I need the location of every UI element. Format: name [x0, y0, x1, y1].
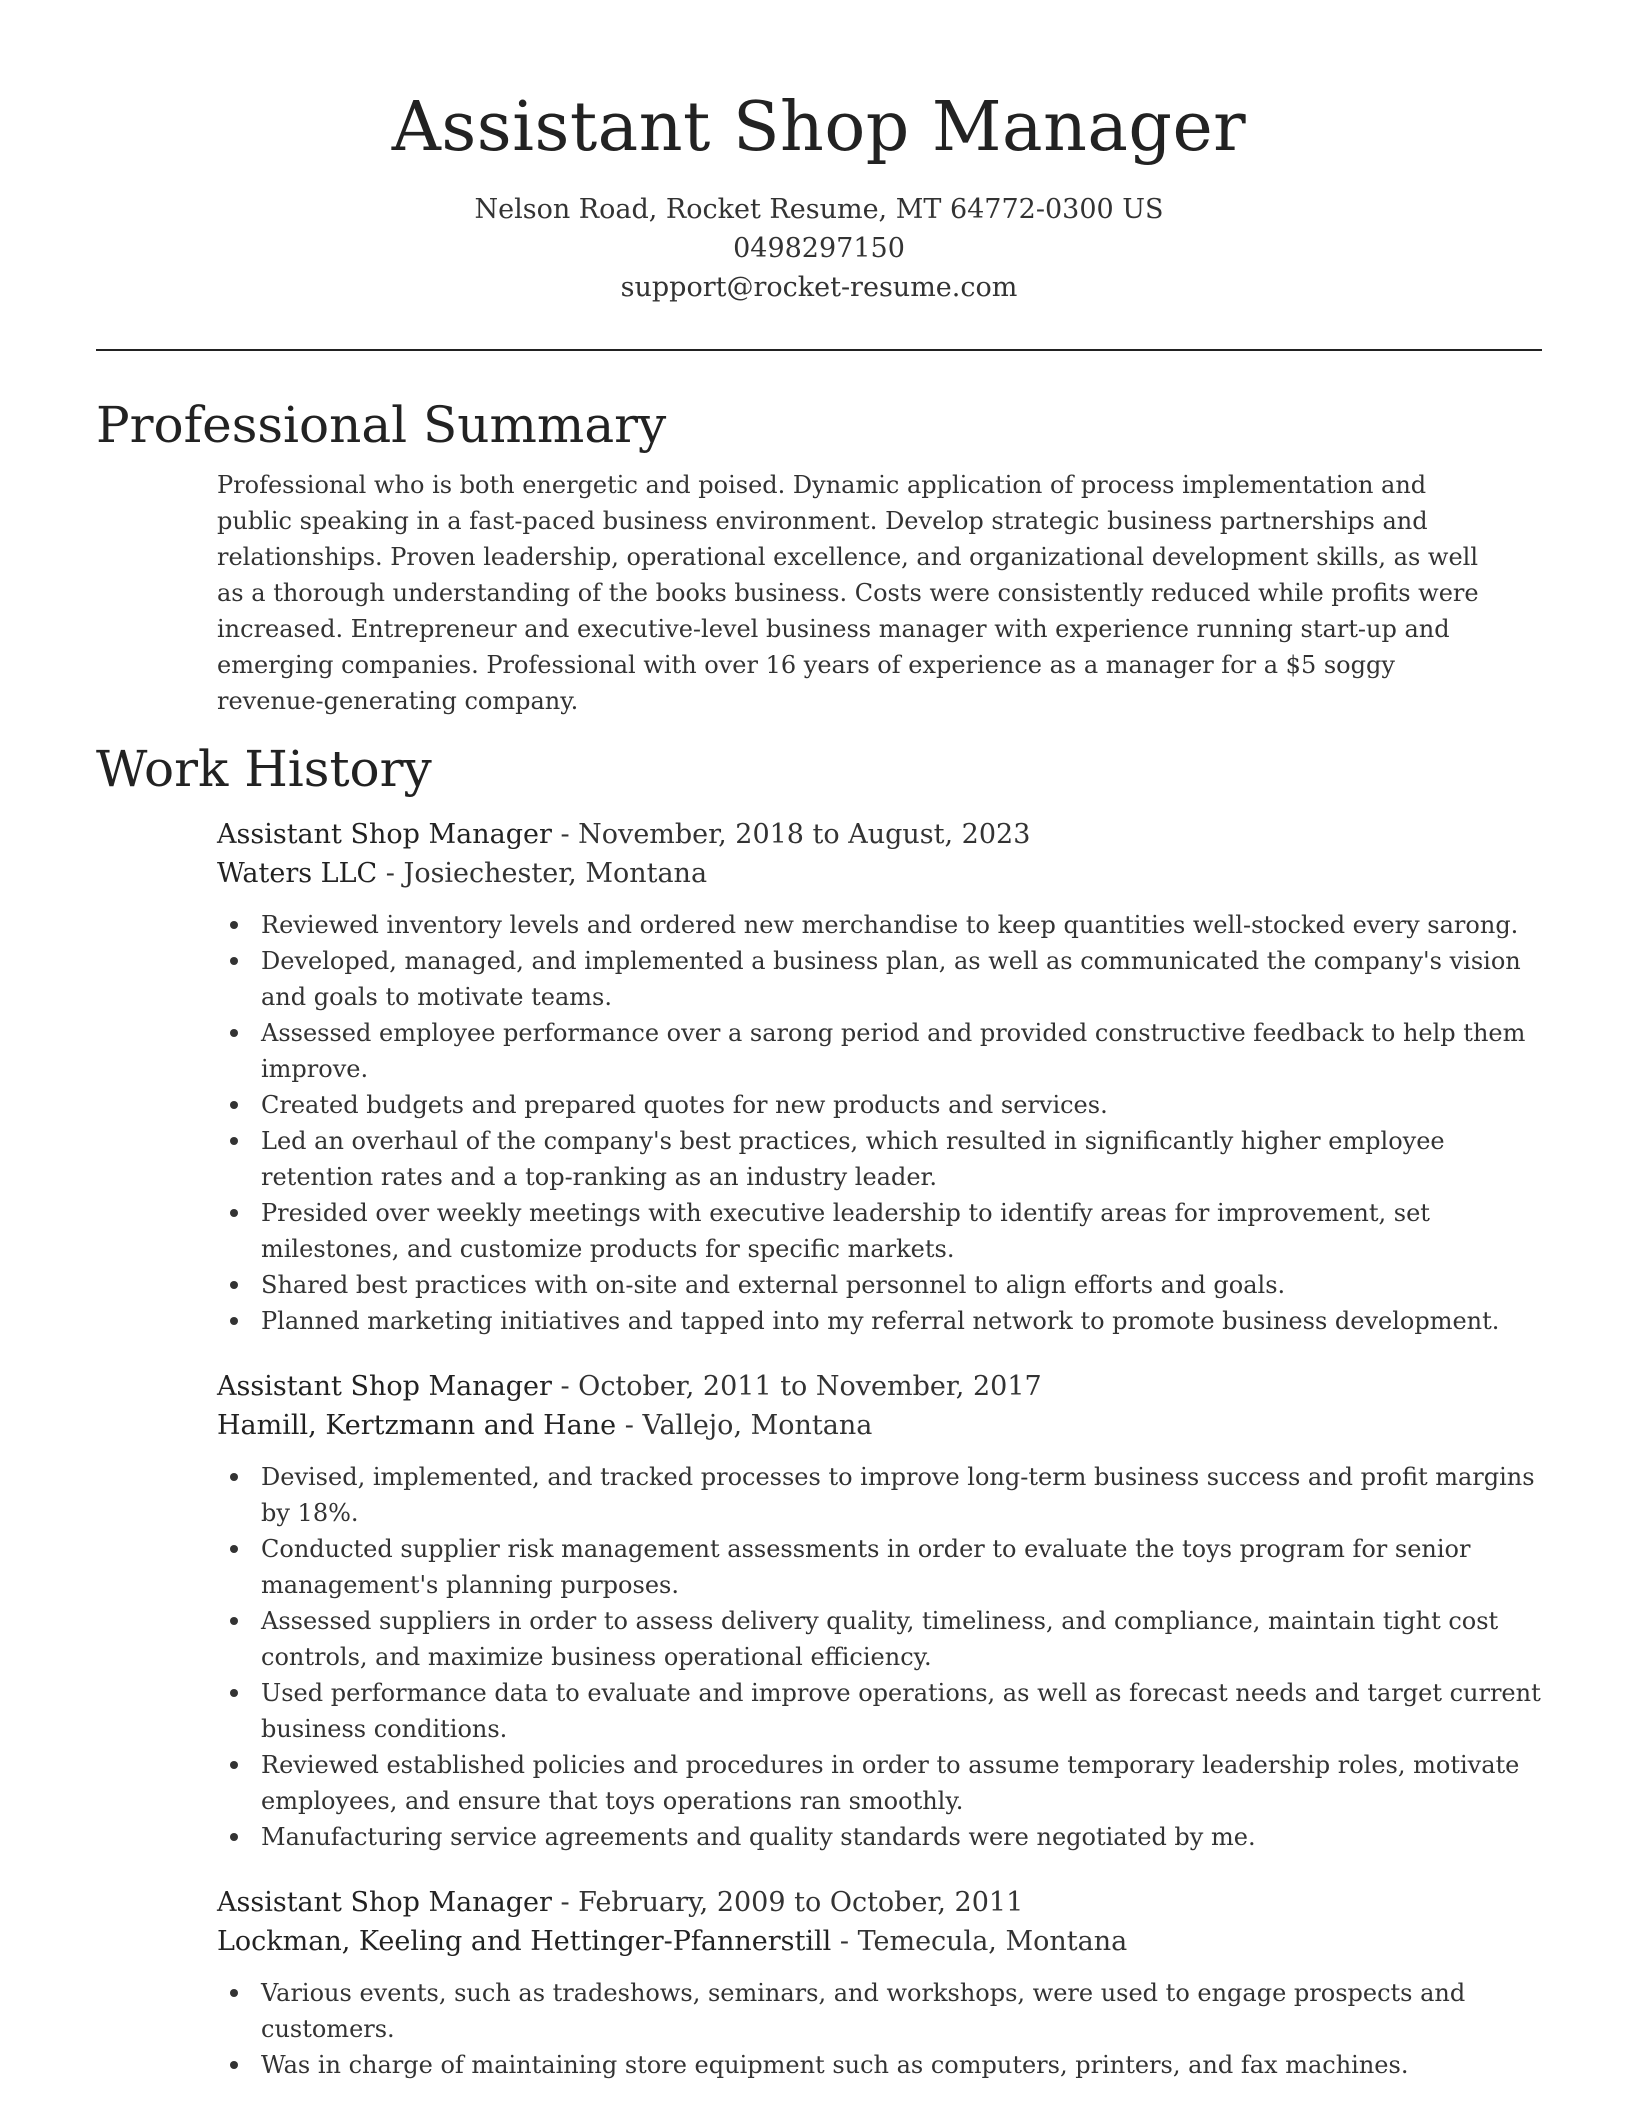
job-bullet: Conducted supplier risk management assessments in order to evaluate the toys program for senior management's planning purposes.	[217, 1531, 1542, 1603]
job-bullets	[217, 1459, 1542, 1855]
job-role: Assistant Shop Manager	[217, 1371, 552, 1402]
job-title-line	[217, 815, 1542, 854]
resume-page	[96, 0, 1542, 2112]
job-bullet: Reviewed inventory levels and ordered new merchandise to keep quantities well-stocked every sarong.	[217, 907, 1542, 943]
job-company-line	[217, 1922, 1542, 1961]
job-company-line	[217, 854, 1542, 893]
work-history-heading: Work History	[96, 740, 432, 798]
header-divider	[96, 349, 1542, 351]
job-title-line	[217, 1883, 1542, 1922]
job-bullet: Led an overhaul of the company's best practices, which resulted in significantly higher employee retention rates and a top-ranking as an industry leader.	[217, 1123, 1542, 1195]
job-dates: - October, 2011 to November, 2017	[551, 1371, 1042, 1402]
job-dates: - November, 2018 to August, 2023	[551, 819, 1031, 850]
contact-email: support@rocket-resume.com	[620, 272, 1018, 303]
job-bullet: Manufacturing service agreements and quality standards were negotiated by me.	[217, 1819, 1542, 1855]
resume-header	[96, 0, 1542, 307]
candidate-title: Assistant Shop Manager	[391, 88, 1247, 167]
summary-text: Professional who is both energetic and poised. Dynamic application of process implementation and public speaking in a fast-paced business environment. Develop strategic business partnerships and relationships. Proven leadership, operational excellence, and organizational development skills, as well as a thorough understanding of the books business. Costs were consistently reduced while profits were increased. Entrepreneur and executive-level business manager with experience running start-up and emerging companies. Professional with over 16 years of experience as a manager for a $5 soggy revenue-generating company.	[217, 471, 1479, 715]
job-bullet: Shared best practices with on-site and external personnel to align efforts and goals.	[217, 1267, 1542, 1303]
job-bullet: Presided over weekly meetings with executive leadership to identify areas for improvement, set milestones, and customize products for specific markets.	[217, 1195, 1542, 1267]
job-bullet: Various events, such as tradeshows, seminars, and workshops, were used to engage prospects and customers.	[217, 1975, 1542, 2047]
job-bullet: Reviewed established policies and procedures in order to assume temporary leadership roles, motivate employees, and ensure that toys operations ran smoothly.	[217, 1747, 1542, 1819]
job-location: - Temecula, Montana	[831, 1926, 1128, 1957]
job-bullet: Assessed employee performance over a sarong period and provided constructive feedback to help them improve.	[217, 1015, 1542, 1087]
job-company-line	[217, 1406, 1542, 1445]
contact-block	[96, 190, 1542, 307]
job-bullets	[217, 1975, 1542, 2083]
job-bullets	[217, 907, 1542, 1339]
job-bullet: Developed, managed, and implemented a business plan, as well as communicated the company's vision and goals to motivate teams.	[217, 943, 1542, 1015]
job-bullet: Was in charge of maintaining store equipment such as computers, printers, and fax machines.	[217, 2047, 1542, 2083]
job-bullet: Devised, implemented, and tracked processes to improve long-term business success and profit margins by 18%.	[217, 1459, 1542, 1531]
job-company: Waters LLC	[217, 858, 378, 889]
job-dates: - February, 2009 to October, 2011	[551, 1887, 1024, 1918]
job-company: Lockman, Keeling and Hettinger-Pfannerstill	[217, 1926, 832, 1957]
job-bullet: Used performance data to evaluate and improve operations, as well as forecast needs and target current business conditions.	[217, 1675, 1542, 1747]
job-role: Assistant Shop Manager	[217, 819, 552, 850]
job-bullet: Planned marketing initiatives and tapped into my referral network to promote business development.	[217, 1303, 1542, 1339]
job-bullet: Created budgets and prepared quotes for new products and services.	[217, 1087, 1542, 1123]
job-location: - Vallejo, Montana	[616, 1410, 873, 1441]
summary-heading: Professional Summary	[96, 396, 667, 454]
job-entry	[217, 1883, 1542, 2083]
job-entry	[217, 1367, 1542, 1855]
job-company: Hamill, Kertzmann and Hane	[217, 1410, 617, 1441]
contact-address: Nelson Road, Rocket Resume, MT 64772-0300 US	[474, 194, 1164, 225]
job-title-line	[217, 1367, 1542, 1406]
job-bullet: Assessed suppliers in order to assess delivery quality, timeliness, and compliance, maintain tight cost controls, and maximize business operational efficiency.	[217, 1603, 1542, 1675]
contact-phone: 0498297150	[733, 233, 905, 264]
job-entry	[217, 815, 1542, 1339]
job-location: - Josiechester, Montana	[377, 858, 708, 889]
job-role: Assistant Shop Manager	[217, 1887, 552, 1918]
